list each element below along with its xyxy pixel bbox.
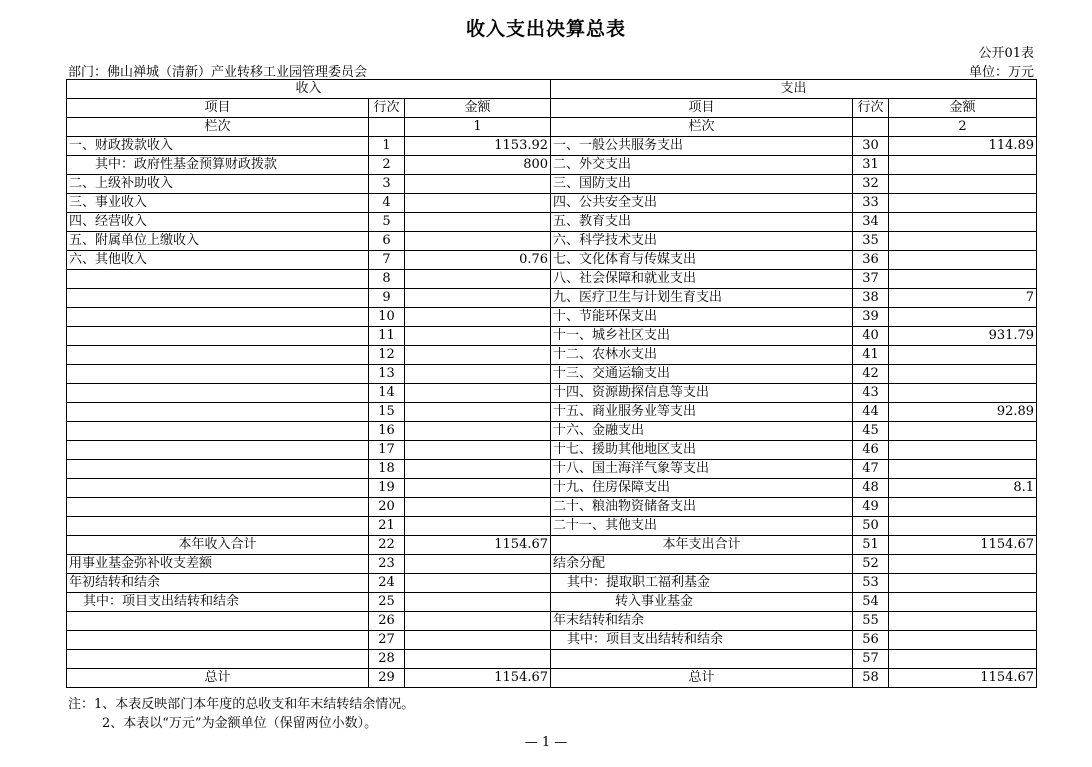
table-row [67,631,1037,650]
income-amount-cell [405,270,551,289]
expense-amount-cell [889,441,1037,460]
expense-row-no-cell: 50 [853,517,889,536]
income-amount-cell [405,308,551,327]
expense-item-cell: 十、节能环保支出 [551,308,853,327]
expense-item-cell: 本年支出合计 [551,536,853,555]
expense-row-no-cell: 36 [853,251,889,270]
income-amount-cell [405,479,551,498]
income-item-cell: 一、财政拨款收入 [67,137,369,156]
expense-item-cell: 其中：项目支出结转和结余 [551,631,853,650]
expense-item-header: 项目 [551,99,853,118]
income-amount-cell [405,517,551,536]
income-amount-cell: 1153.92 [405,137,551,156]
income-amount-cell [405,441,551,460]
table-row [67,346,1037,365]
expense-row-no-cell: 37 [853,270,889,289]
income-row-no-cell: 28 [369,650,405,669]
income-item-cell: 五、附属单位上缴收入 [67,232,369,251]
expense-row-no-cell: 51 [853,536,889,555]
income-amount-cell [405,327,551,346]
expense-amount-cell: 1154.67 [889,669,1037,688]
expense-amount-cell [889,498,1037,517]
expense-row-no-cell: 44 [853,403,889,422]
income-item-cell: 年初结转和结余 [67,574,369,593]
expense-item-cell: 十七、援助其他地区支出 [551,441,853,460]
income-row-no-cell: 8 [369,270,405,289]
income-row-no-cell: 4 [369,194,405,213]
income-item-cell [67,650,369,669]
table-row [67,384,1037,403]
table-row [67,270,1037,289]
income-row-no-cell: 14 [369,384,405,403]
table-row [67,251,1037,270]
income-row-no-cell: 15 [369,403,405,422]
income-amount-cell: 1154.67 [405,669,551,688]
page-number: — 1 — [524,735,568,750]
income-amount-cell [405,232,551,251]
expense-item-cell: 五、教育支出 [551,213,853,232]
income-row-no-cell: 22 [369,536,405,555]
expense-amount-cell: 114.89 [889,137,1037,156]
expense-item-cell: 三、国防支出 [551,175,853,194]
expense-item-cell: 二十、粮油物资储备支出 [551,498,853,517]
income-amount-cell [405,403,551,422]
expense-amount-cell [889,612,1037,631]
expense-amount-cell: 931.79 [889,327,1037,346]
expense-amount-cell [889,593,1037,612]
income-row-no-cell: 17 [369,441,405,460]
income-column-label: 栏次 [67,118,369,137]
income-amount-cell [405,194,551,213]
expense-row-no-cell: 35 [853,232,889,251]
income-amount-cell [405,612,551,631]
income-item-cell: 用事业基金弥补收支差额 [67,555,369,574]
income-item-cell [67,308,369,327]
expense-amount-cell [889,308,1037,327]
expense-item-cell: 二十一、其他支出 [551,517,853,536]
expense-item-cell: 总计 [551,669,853,688]
income-item-cell [67,460,369,479]
income-row-no-cell: 20 [369,498,405,517]
table-row [67,175,1037,194]
table-row [67,137,1037,156]
income-row-no-header: 行次 [369,99,405,118]
income-item-cell [67,631,369,650]
expense-item-cell: 二、外交支出 [551,156,853,175]
expense-amount-cell [889,194,1037,213]
table-row [67,365,1037,384]
income-row-no-cell: 10 [369,308,405,327]
expense-row-no-cell: 49 [853,498,889,517]
income-item-cell: 四、经营收入 [67,213,369,232]
income-item-cell [67,479,369,498]
expense-row-no-cell: 55 [853,612,889,631]
expense-row-no-cell: 56 [853,631,889,650]
expense-amount-cell [889,175,1037,194]
income-item-cell: 其中：政府性基金预算财政拨款 [67,156,369,175]
income-item-cell [67,270,369,289]
expense-amount-cell: 92.89 [889,403,1037,422]
table-row [67,232,1037,251]
table-row [67,327,1037,346]
income-item-header: 项目 [67,99,369,118]
income-amount-cell [405,365,551,384]
expense-row-no-cell: 46 [853,441,889,460]
expense-item-cell: 十四、资源勘探信息等支出 [551,384,853,403]
income-item-cell: 三、事业收入 [67,194,369,213]
expense-item-cell: 十六、金融支出 [551,422,853,441]
income-amount-cell [405,175,551,194]
expense-item-cell [551,650,853,669]
table-row [67,289,1037,308]
income-item-cell [67,289,369,308]
table-row [67,669,1037,688]
income-amount-cell [405,574,551,593]
income-amount-cell [405,555,551,574]
table-row [67,555,1037,574]
expense-item-cell: 十五、商业服务业等支出 [551,403,853,422]
table-row [67,156,1037,175]
expense-column-index: 2 [889,118,1037,137]
table-row [67,593,1037,612]
expense-row-no-cell: 48 [853,479,889,498]
income-amount-cell [405,422,551,441]
income-row-no-cell: 23 [369,555,405,574]
income-row-no-cell: 3 [369,175,405,194]
expense-row-no-cell: 45 [853,422,889,441]
table-row [67,517,1037,536]
income-row-no-cell: 5 [369,213,405,232]
expense-row-no-cell: 40 [853,327,889,346]
expense-row-no-cell: 34 [853,213,889,232]
expense-item-cell: 四、公共安全支出 [551,194,853,213]
table-row [67,650,1037,669]
expense-row-no-cell: 42 [853,365,889,384]
expense-item-cell: 八、社会保障和就业支出 [551,270,853,289]
income-column-blank [369,118,405,137]
expense-amount-cell: 8.1 [889,479,1037,498]
income-item-cell [67,612,369,631]
income-row-no-cell: 18 [369,460,405,479]
expense-item-cell: 九、医疗卫生与计划生育支出 [551,289,853,308]
income-row-no-cell: 16 [369,422,405,441]
expense-item-cell: 十八、国土海洋气象等支出 [551,460,853,479]
expense-amount-header: 金额 [889,99,1037,118]
income-amount-cell: 1154.67 [405,536,551,555]
income-amount-cell [405,498,551,517]
income-row-no-cell: 29 [369,669,405,688]
expense-row-no-cell: 53 [853,574,889,593]
expense-amount-cell [889,346,1037,365]
expense-amount-cell [889,156,1037,175]
expense-row-no-cell: 33 [853,194,889,213]
income-amount-cell [405,213,551,232]
expense-amount-cell [889,574,1037,593]
table-row [67,308,1037,327]
income-item-cell: 其中：项目支出结转和结余 [67,593,369,612]
expense-amount-cell [889,422,1037,441]
expense-column-blank [853,118,889,137]
section-header-row [67,80,1037,99]
expense-row-no-cell: 52 [853,555,889,574]
page-title: 收入支出决算总表 [465,18,626,40]
income-row-no-cell: 24 [369,574,405,593]
expense-amount-cell [889,631,1037,650]
expense-row-no-cell: 39 [853,308,889,327]
income-item-cell [67,327,369,346]
income-row-no-cell: 27 [369,631,405,650]
income-amount-cell [405,346,551,365]
department-label: 部门：佛山禅城（清新）产业转移工业园管理委员会 [68,65,368,80]
income-amount-cell [405,384,551,403]
income-amount-cell [405,593,551,612]
expense-amount-cell: 1154.67 [889,536,1037,555]
income-row-no-cell: 25 [369,593,405,612]
expense-amount-cell [889,384,1037,403]
expense-item-cell: 结余分配 [551,555,853,574]
expense-amount-cell [889,517,1037,536]
expense-item-cell: 六、科学技术支出 [551,232,853,251]
expense-section-header: 支出 [551,80,1037,99]
income-amount-cell [405,460,551,479]
column-index-row [67,118,1037,137]
income-amount-cell [405,289,551,308]
expense-row-no-cell: 38 [853,289,889,308]
income-row-no-cell: 19 [369,479,405,498]
expense-item-cell: 其中：提取职工福利基金 [551,574,853,593]
income-item-cell [67,441,369,460]
note-1: 注：1、本表反映部门本年度的总收支和年末结转结余情况。 [68,697,415,712]
expense-amount-cell [889,213,1037,232]
income-item-cell [67,403,369,422]
income-amount-cell: 0.76 [405,251,551,270]
expense-item-cell: 十一、城乡社区支出 [551,327,853,346]
expense-item-cell: 一、一般公共服务支出 [551,137,853,156]
expense-item-cell: 十二、农林水支出 [551,346,853,365]
table-row [67,479,1037,498]
income-row-no-cell: 7 [369,251,405,270]
table-row [67,403,1037,422]
income-item-cell: 二、上级补助收入 [67,175,369,194]
expense-amount-cell [889,365,1037,384]
expense-item-cell: 七、文化体育与传媒支出 [551,251,853,270]
expense-amount-cell [889,650,1037,669]
income-item-cell [67,422,369,441]
income-amount-cell: 800 [405,156,551,175]
table-row [67,213,1037,232]
expense-amount-cell [889,460,1037,479]
income-row-no-cell: 21 [369,517,405,536]
income-row-no-cell: 26 [369,612,405,631]
expense-amount-cell: 7 [889,289,1037,308]
expense-row-no-cell: 47 [853,460,889,479]
income-item-cell [67,498,369,517]
form-number: 公开01表 [978,46,1034,61]
expense-row-no-cell: 32 [853,175,889,194]
expense-row-no-cell: 58 [853,669,889,688]
expense-row-no-cell: 31 [853,156,889,175]
table-row [67,194,1037,213]
table-row [67,441,1037,460]
table-row [67,498,1037,517]
expense-amount-cell [889,270,1037,289]
table-row [67,460,1037,479]
expense-amount-cell [889,555,1037,574]
budget-table [66,79,1037,688]
table-row [67,536,1037,555]
income-row-no-cell: 2 [369,156,405,175]
expense-row-no-cell: 54 [853,593,889,612]
expense-item-cell: 十三、交通运输支出 [551,365,853,384]
income-item-cell [67,365,369,384]
expense-row-no-cell: 30 [853,137,889,156]
income-column-index: 1 [405,118,551,137]
income-amount-cell [405,631,551,650]
expense-row-no-cell: 57 [853,650,889,669]
expense-amount-cell [889,251,1037,270]
expense-row-no-cell: 43 [853,384,889,403]
expense-item-cell: 十九、住房保障支出 [551,479,853,498]
income-row-no-cell: 6 [369,232,405,251]
expense-amount-cell [889,232,1037,251]
income-item-cell [67,384,369,403]
income-row-no-cell: 9 [369,289,405,308]
income-amount-cell [405,650,551,669]
income-row-no-cell: 11 [369,327,405,346]
expense-row-no-cell: 41 [853,346,889,365]
expense-column-label: 栏次 [551,118,853,137]
table-row [67,574,1037,593]
column-header-row [67,99,1037,118]
income-item-cell: 六、其他收入 [67,251,369,270]
income-item-cell: 本年收入合计 [67,536,369,555]
income-item-cell [67,346,369,365]
income-row-no-cell: 13 [369,365,405,384]
unit-label: 单位：万元 [968,65,1034,80]
table-row [67,422,1037,441]
expense-item-cell: 年末结转和结余 [551,612,853,631]
note-2: 2、本表以“万元”为金额单位（保留两位小数）。 [102,716,378,731]
table-row [67,612,1037,631]
income-section-header: 收入 [67,80,551,99]
income-item-cell [67,517,369,536]
income-row-no-cell: 12 [369,346,405,365]
expense-item-cell: 转入事业基金 [551,593,853,612]
income-amount-header: 金额 [405,99,551,118]
income-item-cell: 总计 [67,669,369,688]
income-row-no-cell: 1 [369,137,405,156]
expense-row-no-header: 行次 [853,99,889,118]
